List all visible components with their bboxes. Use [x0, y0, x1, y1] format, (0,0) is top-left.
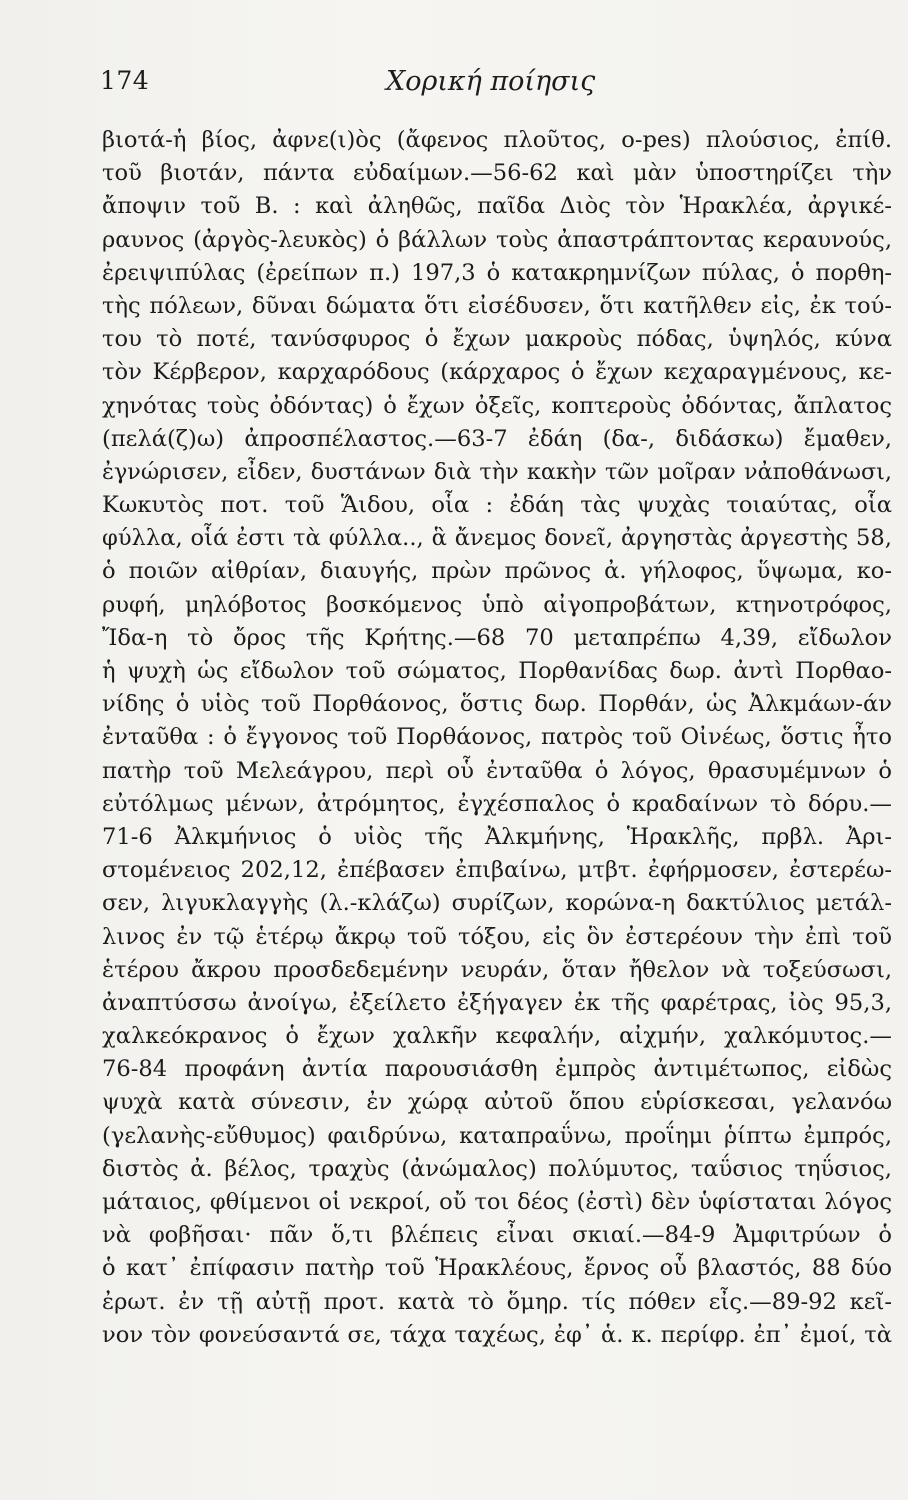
- text-line: νίδης ὁ υἱὸς τοῦ Πορθάονος, ὅστις δωρ. Πορθάν, ὡς Ἀλκμάων-άν: [102, 691, 892, 718]
- text-line: ρυφή, μηλόβοτος βοσκόμενος ὑπὸ αἰγοπροβάτων, κτηνοτρόφος,: [102, 591, 892, 618]
- text-line: 71-6 Ἀλκμήνιος ὁ υἱὸς τῆς Ἀλκμήνης, Ἡρακλῆς, πρβλ. Ἀρι-: [102, 823, 892, 850]
- text-line: διστὸς ἀ. βέλος, τραχὺς (ἀνώμαλος) πολύμυτος, ταΰσιος τηΰσιος,: [102, 1155, 892, 1182]
- text-line: τὴς πόλεων, δῦναι δώματα ὅτι εἰσέδυσεν, ὅτι κατῆλθεν εἰς, ἐκ τού-: [102, 292, 892, 319]
- text-line: (πελά(ζ)ω) ἀπροσπέλαστος.—63-7 ἐδάη (δα-, διδάσκω) ἔμαθεν,: [102, 425, 892, 452]
- text-line: του τὸ ποτέ, τανύσφυρος ὁ ἔχων μακροὺς πόδας, ὑψηλός, κύνα: [102, 326, 892, 353]
- text-line: χαλκεόκρανος ὁ ἔχων χαλκῆν κεφαλήν, αἰχμήν, χαλκόμυτος.—: [102, 1023, 892, 1050]
- commentary-text: [102, 124, 892, 1352]
- text-line: εὐτόλμως μένων, ἀτρόμητος, ἐγχέσπαλος ὁ κραδαίνων τὸ δόρυ.—: [102, 790, 892, 817]
- text-line: Ἴδα-η τὸ ὄρος τῆς Κρήτης.—68 70 μεταπρέπω 4,39, εἴδωλον: [102, 624, 892, 651]
- text-line: χηνότας τοὺς ὀδόντας) ὁ ἔχων ὀξεῖς, κοπτεροὺς ὀδόντας, ἄπλατος: [102, 392, 892, 419]
- text-line: ὁ κατ᾽ ἐπίφασιν πατὴρ τοῦ Ἡρακλέους, ἔρνος οὗ βλαστός, 88 δύο: [102, 1255, 892, 1282]
- text-line: ἐνταῦθα : ὁ ἔγγονος τοῦ Πορθάονος, πατρὸς τοῦ Οἰνέως, ὅστις ἦτο: [102, 724, 892, 751]
- running-title: Χορική ποίησις: [386, 66, 596, 97]
- text-line: ἑτέρου ἄκρου προσδεδεμένην νευράν, ὅταν ἤθελον νὰ τοξεύσωσι,: [102, 956, 892, 983]
- text-line: πατὴρ τοῦ Μελεάγρου, περὶ οὗ ἐνταῦθα ὁ λόγος, θρασυμέμνων ὁ: [102, 757, 892, 784]
- text-line: ἐγνώρισεν, εἶδεν, δυστάνων διὰ τὴν κακὴν τῶν μοῖραν νἀποθάνωσι,: [102, 458, 892, 485]
- text-line: Κωκυτὸς ποτ. τοῦ Ἅιδου, οἷα : ἐδάη τὰς ψυχὰς τοιαύτας, οἷα: [102, 492, 892, 519]
- page-header: [100, 66, 900, 106]
- text-line: ψυχὰ κατὰ σύνεσιν, ἐν χώρᾳ αὐτοῦ ὅπου εὑρίσκεσαι, γελανόω: [102, 1089, 892, 1116]
- text-line: ἡ ψυχὴ ὡς εἴδωλον τοῦ σώματος, Πορθανίδας δωρ. ἀντὶ Πορθαο-: [102, 658, 892, 684]
- text-line: ἐρειψιπύλας (ἐρείπων π.) 197,3 ὁ κατακρημνίζων πύλας, ὁ πορθη-: [102, 259, 892, 286]
- text-line: στομένειος 202,12, ἐπέβασεν ἐπιβαίνω, μτβτ. ἐφήρμοσεν, ἐστερέω-: [102, 857, 892, 884]
- text-line: λινος ἐν τῷ ἑτέρῳ ἄκρῳ τοῦ τόξου, εἰς ὃν ἐστερέουν τὴν ἐπὶ τοῦ: [102, 923, 892, 950]
- text-line: τοῦ βιοτάν, πάντα εὐδαίμων.—56-62 καὶ μὰν ὑποστηρίζει τὴν: [102, 160, 892, 187]
- text-line: ραυνος (ἀργὸς-λευκὸς) ὁ βάλλων τοὺς ἀπαστράπτοντας κεραυνούς,: [102, 226, 892, 253]
- text-line: νον τὸν φονεύσαντά σε, τάχα ταχέως, ἐφ᾽ ἁ. κ. περίφρ. ἐπ᾽ ἐμοί, τὰ: [102, 1321, 892, 1348]
- text-line: ἀναπτύσσω ἀνοίγω, ἐξείλετο ἐξήγαγεν ἐκ τῆς φαρέτρας, ἰὸς 95,3,: [102, 989, 892, 1016]
- text-line: ἐρωτ. ἐν τῇ αὐτῇ προτ. κατὰ τὸ ὅμηρ. τίς πόθεν εἶς.—89-92 κεῖ-: [102, 1288, 892, 1315]
- text-line: τὸν Κέρβερον, καρχαρόδους (κάρχαρος ὁ ἔχων κεχαραγμένους, κε-: [102, 359, 892, 386]
- text-line: μάταιος, φθίμενοι οἱ νεκροί, οὔ τοι δέος (ἐστὶ) δὲν ὑφίσταται λόγος: [102, 1189, 892, 1215]
- text-line: φύλλα, οἷά ἐστι τὰ φύλλα.., ἃ ἄνεμος δονεῖ, ἀργηστὰς ἀργεστὴς 58,: [102, 525, 892, 552]
- text-line: βιοτά-ἡ βίος, ἀφνε(ι)ὸς (ἄφενος πλοῦτος, o-pes) πλούσιος, ἐπίθ.: [102, 127, 892, 153]
- text-line: ἄποψιν τοῦ Β. : καὶ ἀληθῶς, παῖδα Διὸς τὸν Ἡρακλέα, ἀργικέ-: [102, 193, 892, 220]
- text-line: σεν, λιγυκλαγγὴς (λ.-κλάζω) συρίζων, κορώνα-η δακτύλιος μετάλ-: [102, 890, 892, 917]
- text-line: νὰ φοβῆσαι· πᾶν ὅ,τι βλέπεις εἶναι σκιαί.—84-9 Ἀμφιτρύων ὁ: [102, 1222, 892, 1249]
- page-number: 174: [100, 66, 150, 95]
- text-line: 76-84 προφάνη ἀντία παρουσιάσθη ἐμπρὸς ἀντιμέτωπος, εἰδὼς: [102, 1056, 892, 1083]
- text-line: ὁ ποιῶν αἰθρίαν, διαυγής, πρὼν πρῶνος ἀ. γήλοφος, ὕψωμα, κο-: [102, 558, 892, 585]
- text-line: (γελανὴς-εὔθυμος) φαιδρύνω, καταπραΰνω, προΐημι ῥίπτω ἐμπρός,: [102, 1122, 892, 1149]
